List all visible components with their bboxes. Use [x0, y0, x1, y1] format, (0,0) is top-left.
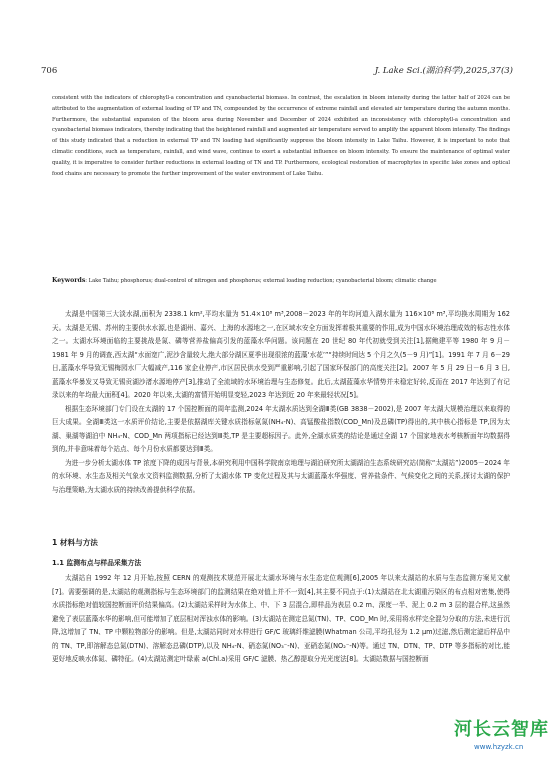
- journal-citation: J. Lake Sci.(湖泊科学),2025,37(3): [374, 66, 513, 76]
- intro-paragraph-1: 太湖是中国第三大淡水湖,面积为 2338.1 km²,平均水量为 51.4×10⁸ m³,2008－2023 年的年均河道入湖水量为 116×10⁸ m³,平均换水周期为 162 天。太湖是无锡、苏州的主要供水水源,也是湖州、嘉兴、上海的水源地之一,在区域水安全方面发挥着极其重要的作用,成为中国水环境治理成效的标志性水体之一。太湖水环境面临的主要挑战是氮、磷等营养盐偏高引发的蓝藻水华问题。该问题在 20 世纪 80 年代初就受到关注[1],据鲍建平等 1980 年 9 月－1981 年 9 月的调查,西太湖“水面宽广,泥沙含量较大,绝大部分湖区夏季出现很浓的蓝藻‘水花’”“持续时间达 5 个月之久(5－9 月)”[1]。1991 年 7 月 6－29 日,蓝藻水华导致无锡梅园水厂大幅减产,116 家企业停产,市区居民供水受到严重影响,引起了国家环保部门的高度关注[2]。2007 年 5 月 29 日－6 月 3 日,蓝藻水华暴发又导致无锡贡湖沙渚水源地停产[3],推动了全流域的水环境治理与生态修复。此后,太湖蓝藻水华情势并未稳定好转,反而在 2017 年达到了有记录以来的年均最大面积[4]。2020 年以来,太湖的富情开始明显变轻,2023 年达到近 20 年来最轻状况[5]。: [52, 310, 510, 399]
- subsection-heading-monitoring: 1.1 监测布点与样品采集方法: [52, 559, 142, 567]
- page-number: 706: [41, 66, 58, 76]
- keywords-text: : Lake Taihu; phosphorus; dual-control of nitrogen and phosphorus; external loading reduction; cyanobacterial bloom; climatic change: [85, 278, 437, 284]
- intro-paragraph-3: 为进一步分析太湖水体 TP 浓度下降的成因与背景,本研究利用中国科学院南京地理与湖泊研究所太湖湖泊生态系统研究站(简称“太湖站”)2005－2024 年的水环境、水生态及相关气象水文资料监测数据,分析了太湖水体 TP 变化过程及其与太湖蓝藻水华强度、营养盐条件、气候变化之间的关系,探讨太湖的保护与治理策略,为太湖水质的持续改善提供科学依据。: [52, 458, 510, 494]
- keywords-line: [52, 276, 510, 287]
- intro-paragraph-2: 根据生态环境部门专门设在太湖的 17 个国控断面的周年监测,2024 年太湖水质达到全湖Ⅲ类(GB 3838－2002),是 2007 年太湖大规模治理以来取得的巨大成果。全湖Ⅲ类这一水质评价结论,主要是依据湖库关键水质指标氨氮(NH₄-N)、高锰酸盐指数(COD_Mn)及总磷(TP)得出的,其中核心指标是 TP,因为太湖、巢湖等湖泊中 NH₄-N、COD_Mn 两项指标已经达到Ⅲ类,TP 是主要超标因子。此外,全湖水质类的结论是通过全湖 17 个国家地表水考核断面年均数据得到的,并非意味着每个站点、每个月份水质都要达到Ⅲ类。: [52, 404, 510, 453]
- english-abstract-tail: consistent with the indicators of chlorophyll-a concentration and cyanobacterial biomass. In contrast, the escalation in bloom intensity during the latter half of 2024 can be attributed to the augmentation of external loading of TP and TN, compounded by the occurrence of extreme rainfall and elevated air temperature during the autumn months. Furthermore, the substantial expansion of the bloom area during November and December of 2024 exhibited an inconsistency with chlorophyll-a concentration and cyanobacterial biomass indicators, thereby indicating that the heightened rainfall and augmented air temperature served to amplify the apparent bloom intensity. The findings of this study indicated that a reduction in external TP and TN loading had significantly suppress the bloom intensity in Lake Taihu. However, it is important to note that climatic conditions, such as temperature, rainfall, and wind wave, continue to exert a substantial influence on bloom intensity. To ensure the maintenance of optimal water quality, it is imperative to consider further reductions in external loading of TN and TP. Furthermore, ecological restoration of macrophytes in specific lake zones and optical food chains are necessary to promote the further improvement of the water environment of Lake Taihu.: [52, 95, 510, 177]
- watermark-logo: [448, 713, 549, 759]
- keywords-label: Keywords: [52, 277, 86, 284]
- section-heading-methods: 1 材料与方法: [52, 538, 98, 547]
- methods-paragraph-1: 太湖站自 1992 年 12 月开始,按照 CERN 的观测技术规范开展北太湖水环境与水生态定位观测[6],2005 年以来太湖站的水质与生态监测方案见文献[7]。需要强调的是,太湖站的观测指标与生态环境部门的监测结果在绝对值上并不一致[4],其主要不同点于:(1)太湖站在北太湖重污染区的布点相对密集,使得水质指标绝对值较国控断面评价结果偏高。(2)太湖站采样时为水体上、中、下 3 层混合,即样品为表层 0.2 m、深度一半、泥上 0.2 m 3 层的混合样,这虽然避免了表层蓝藻水华的影响,但可能增加了底层相对浑浊水体的影响。(3)太湖站在测定总氮(TN)、TP、COD_Mn 时,采用将水样完全混匀分取的方法,未进行沉降,这增加了 TN、TP 中颗粒物部分的影响。但是,太湖站同时对水样进行 GF/C 玻璃纤维滤膜(Whatman 公司,平均孔径为 1.2 μm)过滤,然后测定滤后样品中的 TN、TP,即溶解态总氮(DTN)、溶解态总磷(DTP),以及 NH₄-N、硝态氮(NO₃⁻-N)、亚硝态氮(NO₂⁻-N)等。通过 TN、DTN、TP、DTP 等多指标的对比,能更好地反映水体氮、磷特征。(4)太湖站测定叶绿素 a(Chl.a)采用 GF/C 滤膜、热乙醇提取分光光度法[8]。太湖站数据与国控断面: [52, 574, 510, 663]
- methods-body: [52, 572, 510, 667]
- introduction: [52, 308, 510, 497]
- page-header: [41, 64, 513, 78]
- watermark-url: www.hzyzk.cn: [474, 743, 524, 751]
- watermark-name: 河长云智库: [454, 719, 549, 740]
